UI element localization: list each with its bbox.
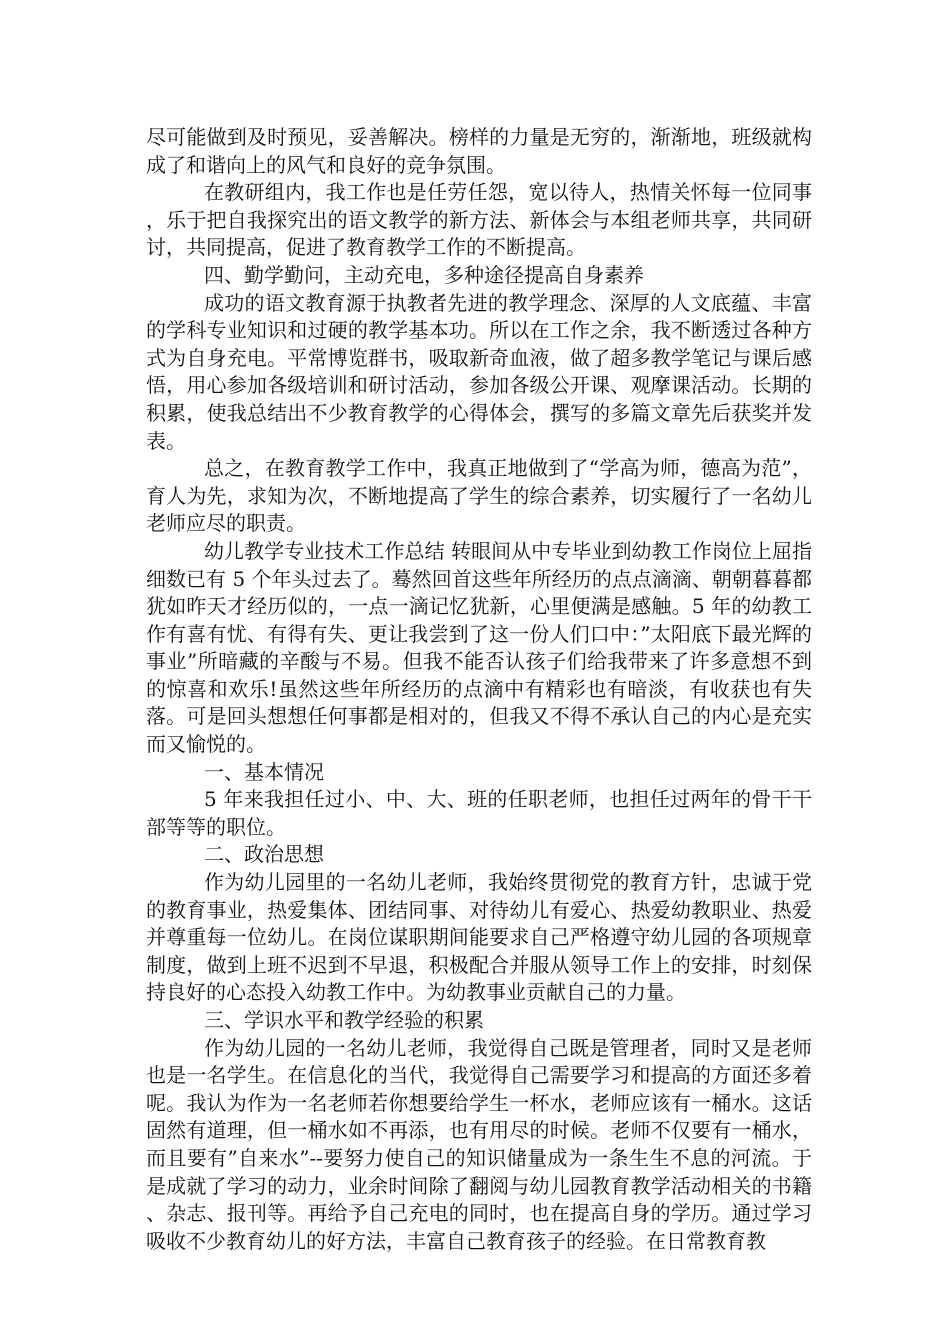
paragraph-self-improvement: 成功的语文教育源于执教者先进的教学理念、深厚的人文底蕴、丰富的学科专业知识和过硬的教学基本功。所以在工作之余，我不断透过各种方式为自身充电。平常博览群书，吸取新奇血液，做了超多教学笔记与课后感悟，用心参加各级培训和研讨活动，参加各级公开课、观摩课活动。长期的积累，使我总结出不少教育教学的心得体会，撰写的多篇文章先后获奖并发表。 [146, 290, 812, 453]
paragraph-basic-info: 5 年来我担任过小、中、大、班的任职老师，也担任过两年的骨干干部等等的职位。 [146, 787, 812, 839]
paragraph-conclusion: 总之，在教育教学工作中，我真正地做到了“学高为师，德高为范”，育人为先，求知为次，不断地提高了学生的综合素养，切实履行了一名幼儿老师应尽的职责。 [146, 456, 812, 536]
section-heading-political-thought: 二、政治思想 [204, 842, 324, 867]
section-heading-basic-info: 一、基本情况 [204, 759, 324, 784]
paragraph-political-thought: 作为幼儿园里的一名幼儿老师，我始终贯彻党的教育方针，忠诚于党的教育事业，热爱集体、团结同事、对待幼儿有爱心、热爱幼教职业、热爱并尊重每一位幼儿。在岗位谋职期间能要求自己严格遵守幼儿园的各项规章制度，做到上班不迟到不早退，积极配合并服从领导工作上的安排，时刻保持良好的心态投入幼教工作中。为幼教事业贡献自己的力量。 [146, 870, 812, 1005]
paragraph-kindergarten-summary: 幼儿教学专业技术工作总结 转眼间从中专毕业到幼教工作岗位上屈指细数已有 5 个年头过去了。蓦然回首这些年所经历的点点滴滴、朝朝暮暮都犹如昨天才经历似的，一点一滴记忆犹新，心里便满是感触。5 年的幼教工作有喜有忧、有得有失、更让我尝到了这一份人们口中：”太阳底下最光辉的事业”所暗藏的辛酸与不易。但我不能否认孩子们给我带来了许多意想不到的惊喜和欢乐!虽然这些年所经历的点滴中有精彩也有暗淡，有收获也有失落。可是回头想想任何事都是相对的，但我又不得不承认自己的内心是充实而又愉悦的。 [146, 538, 812, 757]
paragraph-knowledge: 作为幼儿园的一名幼儿老师，我觉得自己既是管理者，同时又是老师也是一名学生。在信息化的当代，我觉得自己需要学习和提高的方面还多着呢。我认为作为一名老师若你想要给学生一杯水，老师应该有一桶水。这话固然有道理，但一桶水如不再添，也有用尽的时候。老师不仅要有一桶水，而且要有”自来水”--要努力使自己的知识储量成为一条生生不息的河流。于是成就了学习的动力，业余时间除了翻阅与幼儿园教育教学活动相关的书籍、杂志、报刊等。再给予自己充电的同时，也在提高自身的学历。通过学习吸收不少教育幼儿的好方法，丰富自己教育孩子的经验。在日常教育教 [146, 1035, 812, 1253]
paragraph-continuation: 尽可能做到及时预见，妥善解决。榜样的力量是无穷的，渐渐地，班级就构成了和谐向上的风气和良好的竞争氛围。 [146, 125, 812, 177]
paragraph-research-group: 在教研组内，我工作也是任劳任怨，宽以待人，热情关怀每一位同事，乐于把自我探究出的语文教学的新方法、新体会与本组老师共享，共同研讨，共同提高，促进了教育教学工作的不断提高。 [146, 180, 812, 260]
section-heading-knowledge: 三、学识水平和教学经验的积累 [204, 1008, 484, 1032]
document-body [146, 124, 812, 1255]
section-heading-self-improvement: 四、勤学勤问，主动充电，多种途径提高自身素养 [204, 262, 644, 287]
